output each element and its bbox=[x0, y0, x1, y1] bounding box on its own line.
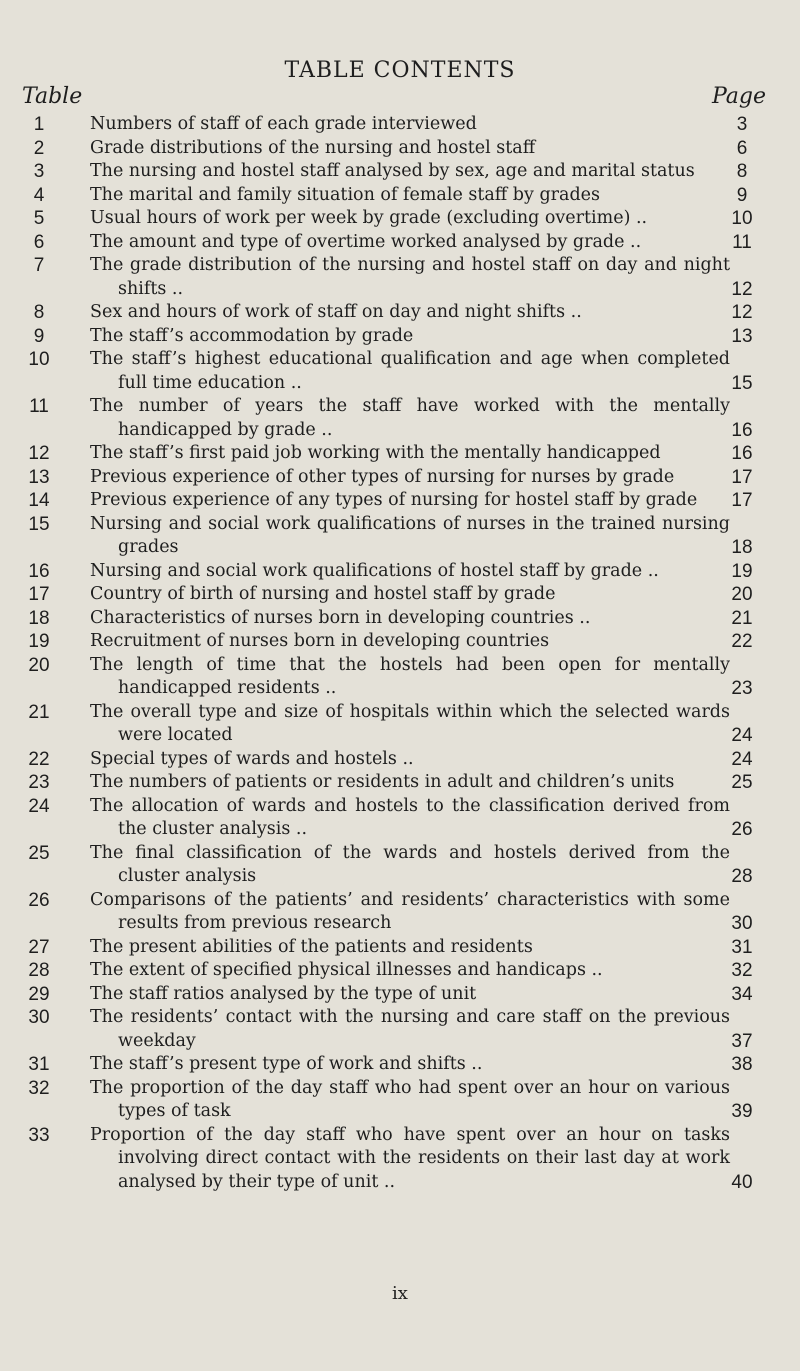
page-number: 10 bbox=[731, 208, 753, 229]
table-number: 14 bbox=[28, 490, 50, 511]
page-number: 23 bbox=[731, 678, 753, 699]
page-number: 22 bbox=[731, 631, 753, 652]
table-title: The marital and family situation of female staff by grades bbox=[90, 184, 600, 205]
table-number: 10 bbox=[28, 349, 50, 370]
table-title: Country of birth of nursing and hostel staff by grade bbox=[90, 584, 556, 604]
table-number: 23 bbox=[28, 772, 50, 793]
contents-entry bbox=[0, 630, 800, 654]
table-title: The staff’s present type of work and shifts .. bbox=[90, 1054, 483, 1074]
table-title: The grade distribution of the nursing and hostel staff on day and night shifts .. bbox=[90, 255, 730, 299]
table-number: 7 bbox=[33, 255, 45, 276]
page-number: 20 bbox=[731, 584, 753, 605]
page-folio: ix bbox=[392, 1283, 408, 1304]
page-number: 24 bbox=[731, 748, 753, 770]
contents-entry bbox=[0, 959, 800, 983]
table-title: Sex and hours of work of staff on day and night shifts .. bbox=[90, 302, 582, 322]
contents-entry bbox=[0, 325, 800, 349]
table-title: The staff ratios analysed by the type of unit bbox=[90, 983, 477, 1004]
table-number: 2 bbox=[33, 137, 45, 159]
table-title: Proportion of the day staff who have spent over an hour on tasks involving direct contact with the residents on their last day at work analysed by their type of unit .. bbox=[90, 1124, 730, 1192]
table-number: 20 bbox=[28, 654, 50, 676]
table-number: 12 bbox=[28, 443, 50, 464]
contents-entry bbox=[0, 889, 800, 936]
table-title: The length of time that the hostels had been open for mentally handicapped residents .. bbox=[90, 654, 730, 698]
page-number: 32 bbox=[731, 960, 753, 981]
page-number: 13 bbox=[731, 325, 753, 347]
table-number: 32 bbox=[28, 1077, 50, 1099]
table-number: 4 bbox=[33, 184, 45, 206]
table-number: 31 bbox=[28, 1054, 50, 1075]
table-title: The present abilities of the patients and residents bbox=[90, 936, 533, 957]
contents-entry bbox=[0, 489, 800, 513]
table-title: The extent of specified physical illnesses and handicaps .. bbox=[90, 960, 603, 980]
table-number: 8 bbox=[33, 302, 45, 323]
contents-entry bbox=[0, 254, 800, 301]
contents-entry bbox=[0, 301, 800, 325]
page-number: 17 bbox=[731, 466, 753, 488]
page-number: 37 bbox=[731, 1030, 753, 1052]
table-title: The overall type and size of hospitals within which the selected wards were located bbox=[90, 701, 730, 745]
table-number: 24 bbox=[28, 795, 50, 817]
contents-entry bbox=[0, 184, 800, 208]
contents-entry bbox=[0, 842, 800, 889]
table-number: 15 bbox=[28, 513, 50, 535]
table-number: 1 bbox=[33, 114, 45, 135]
contents-entry bbox=[0, 513, 800, 560]
contents-entry bbox=[0, 936, 800, 960]
contents-entry bbox=[0, 748, 800, 772]
contents-entry bbox=[0, 795, 800, 842]
table-number: 17 bbox=[28, 584, 50, 605]
table-number: 25 bbox=[28, 842, 50, 864]
page-number: 40 bbox=[731, 1171, 753, 1193]
table-title: Previous experience of any types of nursing for hostel staff by grade bbox=[90, 490, 698, 510]
contents-entry bbox=[0, 583, 800, 607]
contents-list bbox=[0, 113, 800, 1194]
table-number: 3 bbox=[33, 161, 45, 182]
contents-entry bbox=[0, 207, 800, 231]
table-title: Recruitment of nurses born in developing countries bbox=[90, 631, 550, 651]
page-number: 25 bbox=[731, 772, 753, 793]
page-number: 19 bbox=[731, 560, 753, 582]
table-number: 27 bbox=[28, 936, 50, 958]
contents-entry bbox=[0, 348, 800, 395]
table-title: The number of years the staff have worked with the mentally handicapped by grade .. bbox=[90, 396, 730, 440]
table-title: The nursing and hostel staff analysed by sex, age and marital status bbox=[90, 161, 695, 181]
table-title: The residents’ contact with the nursing and care staff on the previous weekday bbox=[90, 1007, 730, 1051]
page-number: 8 bbox=[736, 161, 748, 182]
page-number: 15 bbox=[731, 372, 753, 394]
table-title: The staff’s first paid job working with the mentally handicapped bbox=[90, 443, 661, 463]
contents-entry bbox=[0, 1077, 800, 1124]
table-title: Comparisons of the patients’ and residents’ characteristics with some results from previous research bbox=[90, 889, 730, 933]
page-number: 30 bbox=[731, 913, 753, 934]
contents-entry bbox=[0, 654, 800, 701]
contents-entry bbox=[0, 1053, 800, 1077]
contents-entry bbox=[0, 395, 800, 442]
page-number: 38 bbox=[731, 1054, 753, 1075]
page-number: 12 bbox=[731, 302, 753, 323]
table-column-heading: Table bbox=[22, 84, 83, 109]
page-number: 26 bbox=[731, 819, 753, 840]
table-title: Grade distributions of the nursing and hostel staff bbox=[90, 137, 536, 158]
contents-entry bbox=[0, 442, 800, 466]
page-number: 34 bbox=[731, 983, 753, 1005]
contents-entry bbox=[0, 607, 800, 631]
table-number: 5 bbox=[33, 208, 45, 229]
table-number: 21 bbox=[28, 701, 50, 723]
contents-entry bbox=[0, 466, 800, 490]
page-number: 12 bbox=[731, 278, 753, 300]
table-number: 33 bbox=[28, 1124, 50, 1146]
page-column-heading: Page bbox=[711, 84, 766, 109]
table-title: The staff’s highest educational qualification and age when completed full time education .. bbox=[90, 349, 730, 393]
table-number: 16 bbox=[28, 560, 50, 582]
contents-entry bbox=[0, 137, 800, 161]
page-number: 6 bbox=[736, 137, 748, 159]
page-number: 21 bbox=[731, 607, 753, 629]
page-number: 24 bbox=[731, 725, 753, 746]
table-title: Nursing and social work qualifications of hostel staff by grade .. bbox=[90, 560, 659, 581]
contents-entry bbox=[0, 560, 800, 584]
table-number: 11 bbox=[29, 396, 49, 417]
table-title: Previous experience of other types of nursing for nurses by grade bbox=[90, 466, 675, 487]
page-number: 3 bbox=[736, 114, 748, 135]
page-number: 18 bbox=[731, 537, 753, 558]
contents-entry bbox=[0, 771, 800, 795]
table-title: Usual hours of work per week by grade (excluding overtime) .. bbox=[90, 208, 648, 228]
table-number: 28 bbox=[28, 960, 50, 981]
contents-entry bbox=[0, 113, 800, 137]
table-title: The allocation of wards and hostels to the classification derived from the cluster analysis .. bbox=[90, 795, 730, 839]
table-title: The final classification of the wards and hostels derived from the cluster analysis bbox=[90, 842, 730, 886]
contents-entry bbox=[0, 1124, 800, 1195]
table-title: The proportion of the day staff who had spent over an hour on various types of task bbox=[90, 1077, 730, 1121]
contents-entry bbox=[0, 231, 800, 255]
page-number: 31 bbox=[731, 936, 753, 958]
table-title: The amount and type of overtime worked analysed by grade .. bbox=[90, 231, 642, 252]
table-title: Nursing and social work qualifications of nurses in the trained nursing grades bbox=[90, 513, 730, 557]
table-number: 26 bbox=[28, 889, 50, 911]
contents-entry bbox=[0, 1006, 800, 1053]
table-number: 22 bbox=[28, 748, 50, 770]
table-number: 6 bbox=[33, 231, 45, 253]
page-number: 11 bbox=[732, 231, 752, 253]
page-number: 28 bbox=[731, 866, 753, 887]
contents-entry bbox=[0, 983, 800, 1007]
page-number: 16 bbox=[731, 419, 753, 441]
table-title: Special types of wards and hostels .. bbox=[90, 748, 414, 769]
table-number: 29 bbox=[28, 983, 50, 1005]
page-number: 9 bbox=[736, 184, 748, 206]
table-title: The numbers of patients or residents in adult and children’s units bbox=[90, 772, 675, 792]
table-number: 18 bbox=[28, 607, 50, 629]
page-number: 39 bbox=[731, 1101, 753, 1122]
table-number: 13 bbox=[28, 466, 50, 488]
table-title: Characteristics of nurses born in developing countries .. bbox=[90, 607, 591, 628]
table-title: Numbers of staff of each grade interviewed bbox=[90, 114, 477, 134]
contents-entry bbox=[0, 160, 800, 184]
table-number: 19 bbox=[28, 631, 50, 652]
table-number: 30 bbox=[28, 1007, 50, 1028]
table-title: The staff’s accommodation by grade bbox=[90, 325, 414, 346]
page-number: 17 bbox=[731, 490, 753, 511]
table-number: 9 bbox=[33, 325, 45, 347]
page-number: 16 bbox=[731, 443, 753, 464]
page-title: TABLE CONTENTS bbox=[284, 58, 516, 83]
contents-entry bbox=[0, 701, 800, 748]
